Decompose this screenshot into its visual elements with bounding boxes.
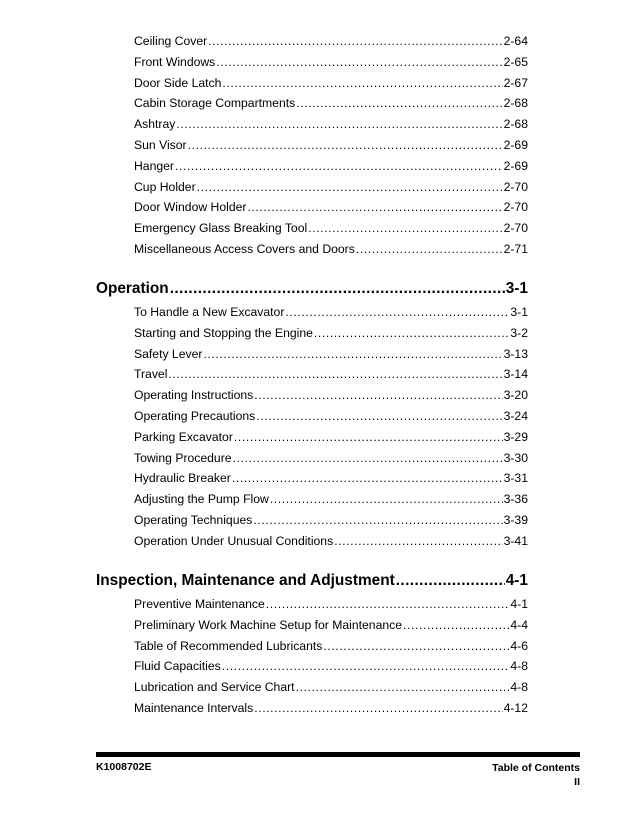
footer-doc-number: K1008702E <box>96 761 152 773</box>
toc-entry-pump-flow[interactable]: Adjusting the Pump Flow ..... 3-36 <box>134 489 528 510</box>
toc-entry-fluid-capacities[interactable]: Fluid Capacities ..... 4-8 <box>134 656 528 677</box>
toc-entry-operating-precautions[interactable]: Operating Precautions ..... 3-24 <box>134 406 528 427</box>
toc-entry-operating-techniques[interactable]: Operating Techniques ..... 3-39 <box>134 510 528 531</box>
toc-entry-cabin-storage[interactable]: Cabin Storage Compartments ..... 2-68 <box>134 93 528 114</box>
toc-entry-operating-instructions[interactable]: Operating Instructions ..... 3-20 <box>134 385 528 406</box>
toc-entry-emergency-glass-tool[interactable]: Emergency Glass Breaking Tool ..... 2-70 <box>134 218 528 239</box>
toc-entry-door-side-latch[interactable]: Door Side Latch ..... 2-67 <box>134 73 528 94</box>
footer-section-title: Table of Contents <box>492 762 580 774</box>
toc-entry-preliminary-setup[interactable]: Preliminary Work Machine Setup for Maintenance ..... 4-4 <box>134 615 528 636</box>
toc-entry-sun-visor[interactable]: Sun Visor ..... 2-69 <box>134 135 528 156</box>
toc-entry-hydraulic-breaker[interactable]: Hydraulic Breaker ..... 3-31 <box>134 468 528 489</box>
toc-entry-parking-excavator[interactable]: Parking Excavator ..... 3-29 <box>134 427 528 448</box>
toc-entry-cup-holder[interactable]: Cup Holder ..... 2-70 <box>134 177 528 198</box>
toc-list-maintenance <box>134 594 528 719</box>
footer-divider <box>96 752 580 757</box>
toc-entry-towing-procedure[interactable]: Towing Procedure ..... 3-30 <box>134 448 528 469</box>
toc-entry-unusual-conditions[interactable]: Operation Under Unusual Conditions ..... 3-41 <box>134 531 528 552</box>
toc-heading-inspection-maintenance[interactable]: Inspection, Maintenance and Adjustment ..... 4-1 <box>96 572 528 590</box>
toc-entry-preventive-maintenance[interactable]: Preventive Maintenance ..... 4-1 <box>134 594 528 615</box>
toc-entry-misc-access-covers[interactable]: Miscellaneous Access Covers and Doors ..... 2-71 <box>134 239 528 260</box>
toc-entry-front-windows[interactable]: Front Windows ..... 2-65 <box>134 52 528 73</box>
toc-entry-recommended-lubricants[interactable]: Table of Recommended Lubricants ..... 4-6 <box>134 636 528 657</box>
toc-entry-lubrication-chart[interactable]: Lubrication and Service Chart ..... 4-8 <box>134 677 528 698</box>
toc-list-cabin <box>134 31 528 260</box>
toc-list-operation <box>134 302 528 552</box>
toc-entry-ceiling-cover[interactable]: Ceiling Cover ..... 2-64 <box>134 31 528 52</box>
toc-entry-hanger[interactable]: Hanger ..... 2-69 <box>134 156 528 177</box>
toc-entry-safety-lever[interactable]: Safety Lever ..... 3-13 <box>134 344 528 365</box>
toc-entry-travel[interactable]: Travel ..... 3-14 <box>134 364 528 385</box>
toc-entry-starting-stopping-engine[interactable]: Starting and Stopping the Engine ..... 3-2 <box>134 323 528 344</box>
toc-entry-new-excavator[interactable]: To Handle a New Excavator ..... 3-1 <box>134 302 528 323</box>
footer-page-info <box>492 761 580 789</box>
toc-entry-maintenance-intervals[interactable]: Maintenance Intervals ..... 4-12 <box>134 698 528 719</box>
footer-page-number: II <box>574 776 580 788</box>
toc-heading-operation[interactable]: Operation ..... 3-1 <box>96 280 528 298</box>
toc-entry-door-window-holder[interactable]: Door Window Holder ..... 2-70 <box>134 197 528 218</box>
toc-entry-ashtray[interactable]: Ashtray ..... 2-68 <box>134 114 528 135</box>
